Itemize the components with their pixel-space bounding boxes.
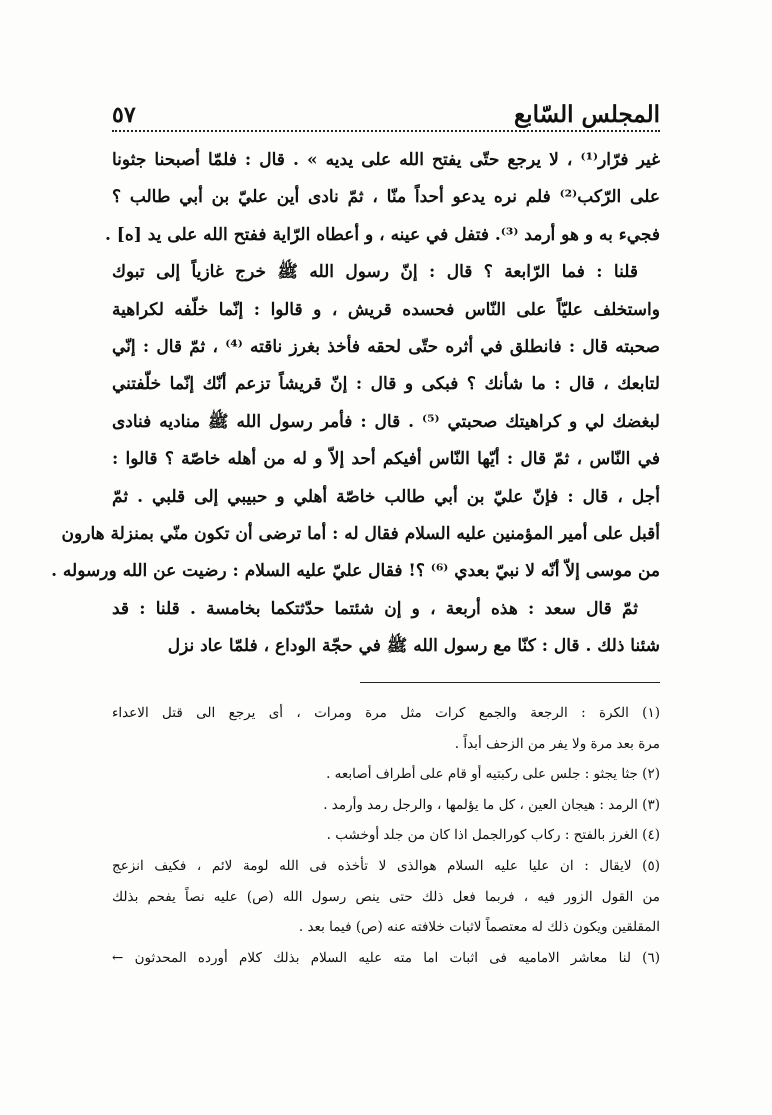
footnote-line: (٢) جثا يجثو : جلس على ركبتيه أو قام على أطراف أصابعه . bbox=[326, 766, 660, 783]
text-line: فجيء به و هو أرمد ⁽³⁾. فتفل في عينه ، و أعطاه الرّاية ففتح الله على يد [ه] . bbox=[104, 224, 660, 245]
footnote-line: مرة بعد مرة ولا يفر من الزحف أبداً . bbox=[454, 735, 660, 752]
text-line: قلنا : فما الرّابعة ؟ قال : إنّ رسول الله ﷺ خرج غازياً إلى تبوك bbox=[112, 262, 638, 283]
text-line: لبغضك لي و كراهيتك صحبتي ⁽⁵⁾ . قال : فأمر رسول الله ﷺ مناديه فنادى bbox=[112, 411, 660, 432]
footnote-line: (٦) لنا معاشر الاماميه فى اثبات اما مته عليه السلام بذلك كلام أورده المحدثون ← bbox=[112, 949, 660, 966]
text-line: من موسى إلاّ أنّه لا نبيّ بعدي ⁽⁶⁾ ؟! فقال عليّ عليه السلام : رضيت عن الله ورسوله . bbox=[51, 561, 660, 582]
header-dotted-rule bbox=[112, 130, 660, 132]
text-line: غير فرّار⁽¹⁾ ، لا يرجع حتّى يفتح الله على يديه » . قال : فلمّا أصبحنا جثونا bbox=[112, 150, 660, 170]
footnote-line: (٥) لايقال : ان عليا عليه السلام هوالذى لا تأخذه فى الله لومة لائم ، فكيف انزعج bbox=[112, 857, 660, 874]
footnotes bbox=[112, 698, 660, 973]
text-line: أقبل على أمير المؤمنين عليه السلام فقال له : أما ترضى أن تكون منّي بمنزلة هارون bbox=[61, 523, 660, 544]
page-header bbox=[112, 88, 660, 128]
text-line: أجل ، قال : فإنّ عليّ بن أبي طالب خاصّة أهلي و حبيبي إلى قلبي . ثمّ bbox=[112, 486, 660, 507]
footnote-line: (١) الكرة : الرجعة والجمع كرات مثل مرة ومرات ، أى يرجع الى قتل الاعداء bbox=[112, 705, 660, 721]
page-number: ٥٧ bbox=[112, 102, 136, 128]
footnote-line: (٣) الرمد : هيجان العين ، كل ما يؤلمها ، والرجل رمد وأرمد . bbox=[323, 796, 660, 813]
text-line: على الرّكب⁽²⁾ فلم نره يدعو أحداً منّا ، ثمّ نادى أين عليّ بن أبي طالب ؟ bbox=[112, 187, 660, 208]
text-line: لتابعك ، قال : ما شأنك ؟ فبكى و قال : إنّ قريشاً تزعم أنّك إنّما خلّفتني bbox=[112, 374, 660, 395]
text-line: صحبته قال : فانطلق في أثره حتّى لحقه فأخذ بغرز ناقته ⁽⁴⁾ ، ثمّ قال : إنّي bbox=[112, 336, 660, 357]
chapter-title: المجلس السّابع bbox=[513, 101, 660, 128]
main-text bbox=[51, 142, 660, 665]
text-line: في النّاس ، ثمّ قال : أيّها النّاس أفيكم أحد إلاّ و له من أهله خاصّة ؟ قالوا : bbox=[112, 449, 660, 470]
footnote-separator bbox=[360, 682, 660, 683]
footnote-line: من القول الزور فيه ، فربما فعل ذلك حتى ينص رسول الله (ص) عليه نصاً يفحم بذلك bbox=[112, 888, 660, 905]
footnote-line: المقلقين ويكون ذلك له معتصماً لاثبات خلافته عنه (ص) فيما بعد . bbox=[298, 919, 660, 936]
footnote-line: (٤) الغرز بالفتح : ركاب كورالجمل اذا كان من جلد أوخشب . bbox=[326, 827, 660, 844]
text-line: ثمّ قال سعد : هذه أربعة ، و إن شئتما حدّثتكما بخامسة . قلنا : قد bbox=[112, 598, 638, 619]
text-line: واستخلف عليّاً على النّاس فحسده قريش ، و قالوا : إنّما خلّفه لكراهية bbox=[112, 299, 660, 320]
text-line: شئنا ذلك . قال : كنّا مع رسول الله ﷺ في حجّة الوداع ، فلمّا عاد نزل bbox=[167, 636, 660, 657]
